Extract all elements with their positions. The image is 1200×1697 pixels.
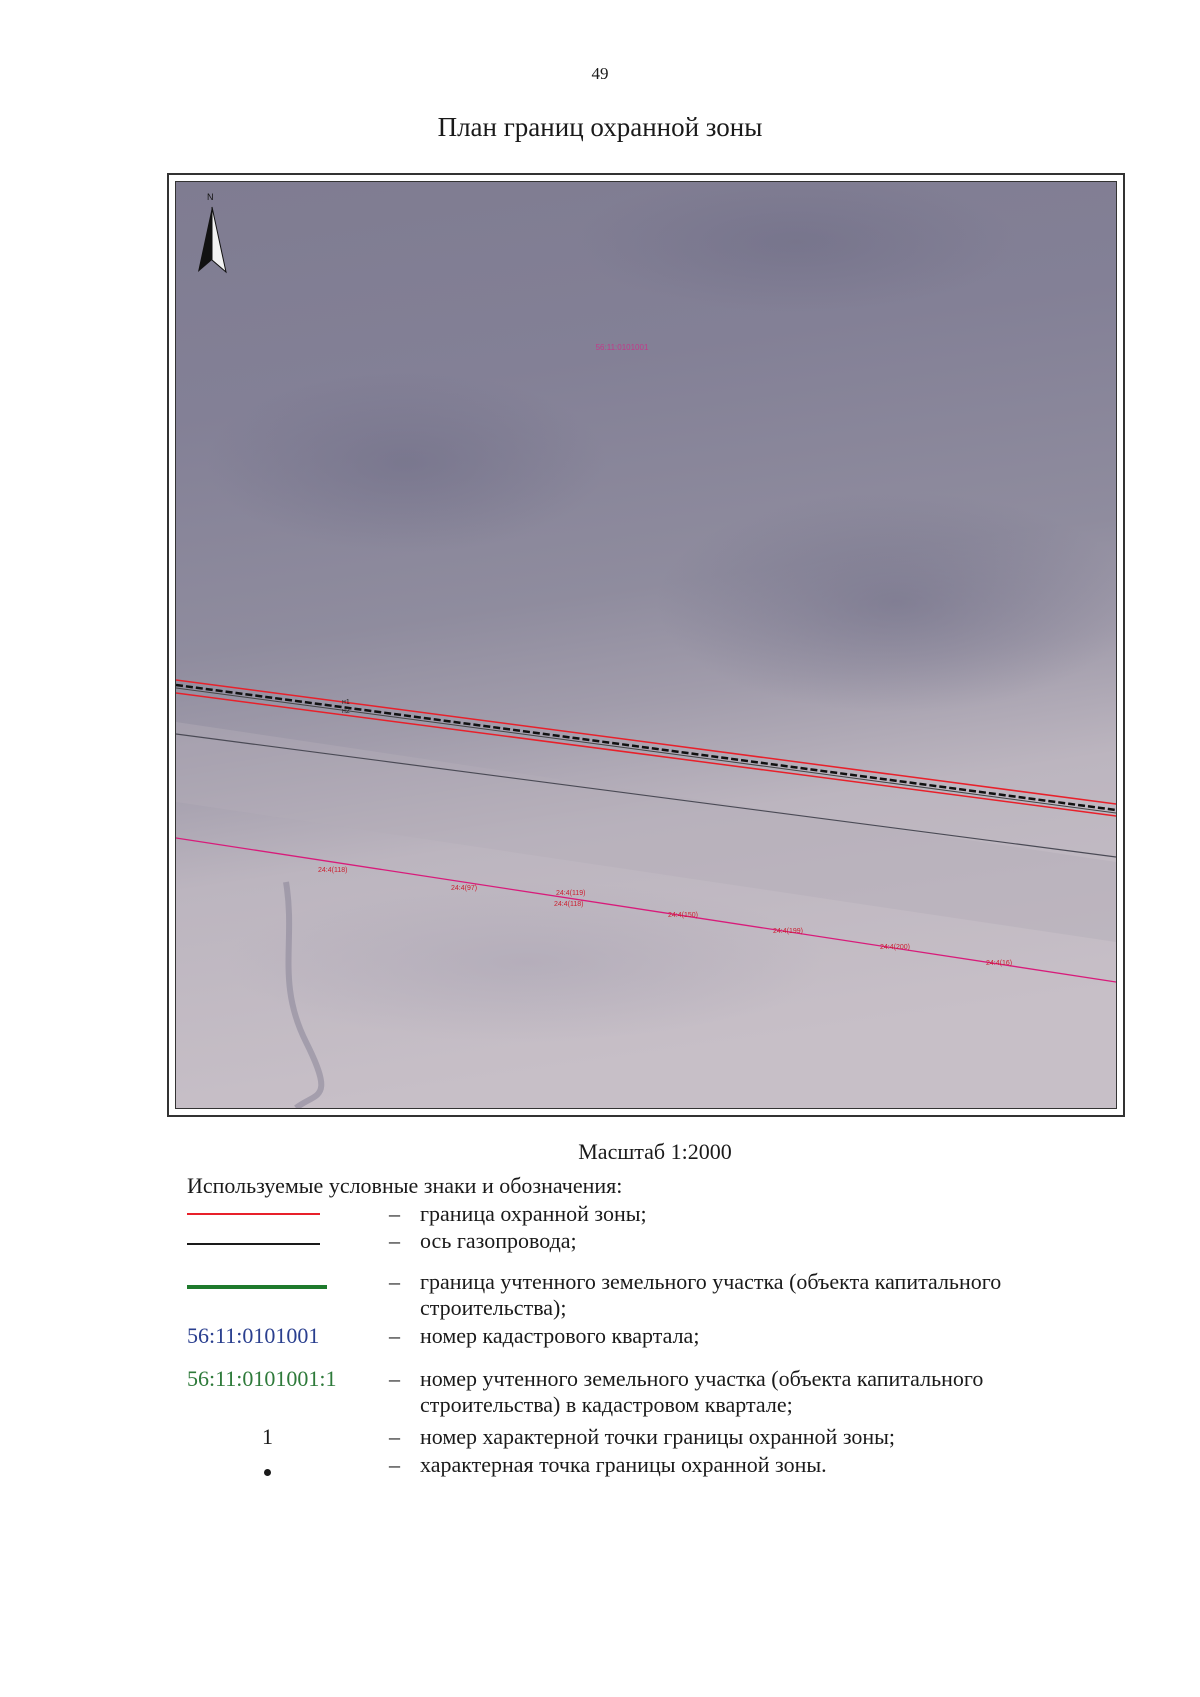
north-label: N: [207, 192, 214, 202]
legend-description: граница охранной зоны;: [420, 1201, 647, 1226]
legend-description: граница учтенного земельного участка (объекта капитального: [420, 1269, 1002, 1294]
aerial-shade: [656, 492, 1116, 712]
parcel-label: 24:4(16): [986, 960, 1013, 967]
legend-symbol-black-line: [187, 1243, 320, 1245]
point-label: н2: [342, 708, 350, 715]
parcel-label: 24:4(97): [451, 885, 478, 892]
legend-symbol-quarter-number: 56:11:0101001: [187, 1323, 320, 1348]
legend-symbol-green-line: [187, 1285, 327, 1289]
parcel-label: 24:4(118): [318, 867, 348, 874]
legend-symbol-point-dot: [264, 1469, 271, 1476]
legend-dash: –: [389, 1228, 400, 1253]
legend-title: Используемые условные знаки и обозначения:: [187, 1173, 623, 1198]
map-svg: [176, 182, 1116, 1108]
legend-symbol-parcel-number: 56:11:0101001:1: [187, 1366, 337, 1391]
parcel-label: 24:4(118): [554, 901, 584, 908]
legend-dash: –: [389, 1323, 400, 1348]
map-frame: [167, 173, 1125, 1117]
legend-dash: –: [389, 1201, 400, 1226]
aerial-shade: [226, 882, 826, 1042]
map-scale: Масштаб 1:2000: [578, 1139, 732, 1164]
parcel-label: 24:4(119): [556, 890, 586, 897]
aerial-shade: [206, 372, 606, 552]
legend-dash: –: [389, 1424, 400, 1449]
parcel-label: 24:4(199): [773, 928, 803, 935]
legend-dash: –: [389, 1366, 400, 1391]
legend-description: номер учтенного земельного участка (объекта капитального: [420, 1366, 984, 1391]
legend-symbol-red-line: [187, 1213, 320, 1215]
legend-description: ось газопровода;: [420, 1228, 577, 1253]
legend-dash: –: [389, 1452, 400, 1477]
legend-dash: –: [389, 1269, 400, 1294]
legend-description: номер кадастрового квартала;: [420, 1323, 700, 1348]
map-view[interactable]: [175, 181, 1117, 1109]
page-title: План границ охранной зоны: [437, 112, 763, 142]
legend-symbol-point-number: 1: [262, 1424, 273, 1449]
quarter-label: 56:11:0101001: [595, 343, 649, 352]
legend-description: характерная точка границы охранной зоны.: [420, 1452, 827, 1477]
page-number: 49: [591, 64, 609, 83]
parcel-label: 24:4(150): [668, 912, 698, 919]
parcel-label: 24:4(200): [880, 944, 910, 951]
point-label: н1: [342, 699, 350, 706]
legend-description-continued: строительства);: [420, 1295, 567, 1320]
legend-description-continued: строительства) в кадастровом квартале;: [420, 1392, 793, 1417]
legend-description: номер характерной точки границы охранной зоны;: [420, 1424, 896, 1449]
